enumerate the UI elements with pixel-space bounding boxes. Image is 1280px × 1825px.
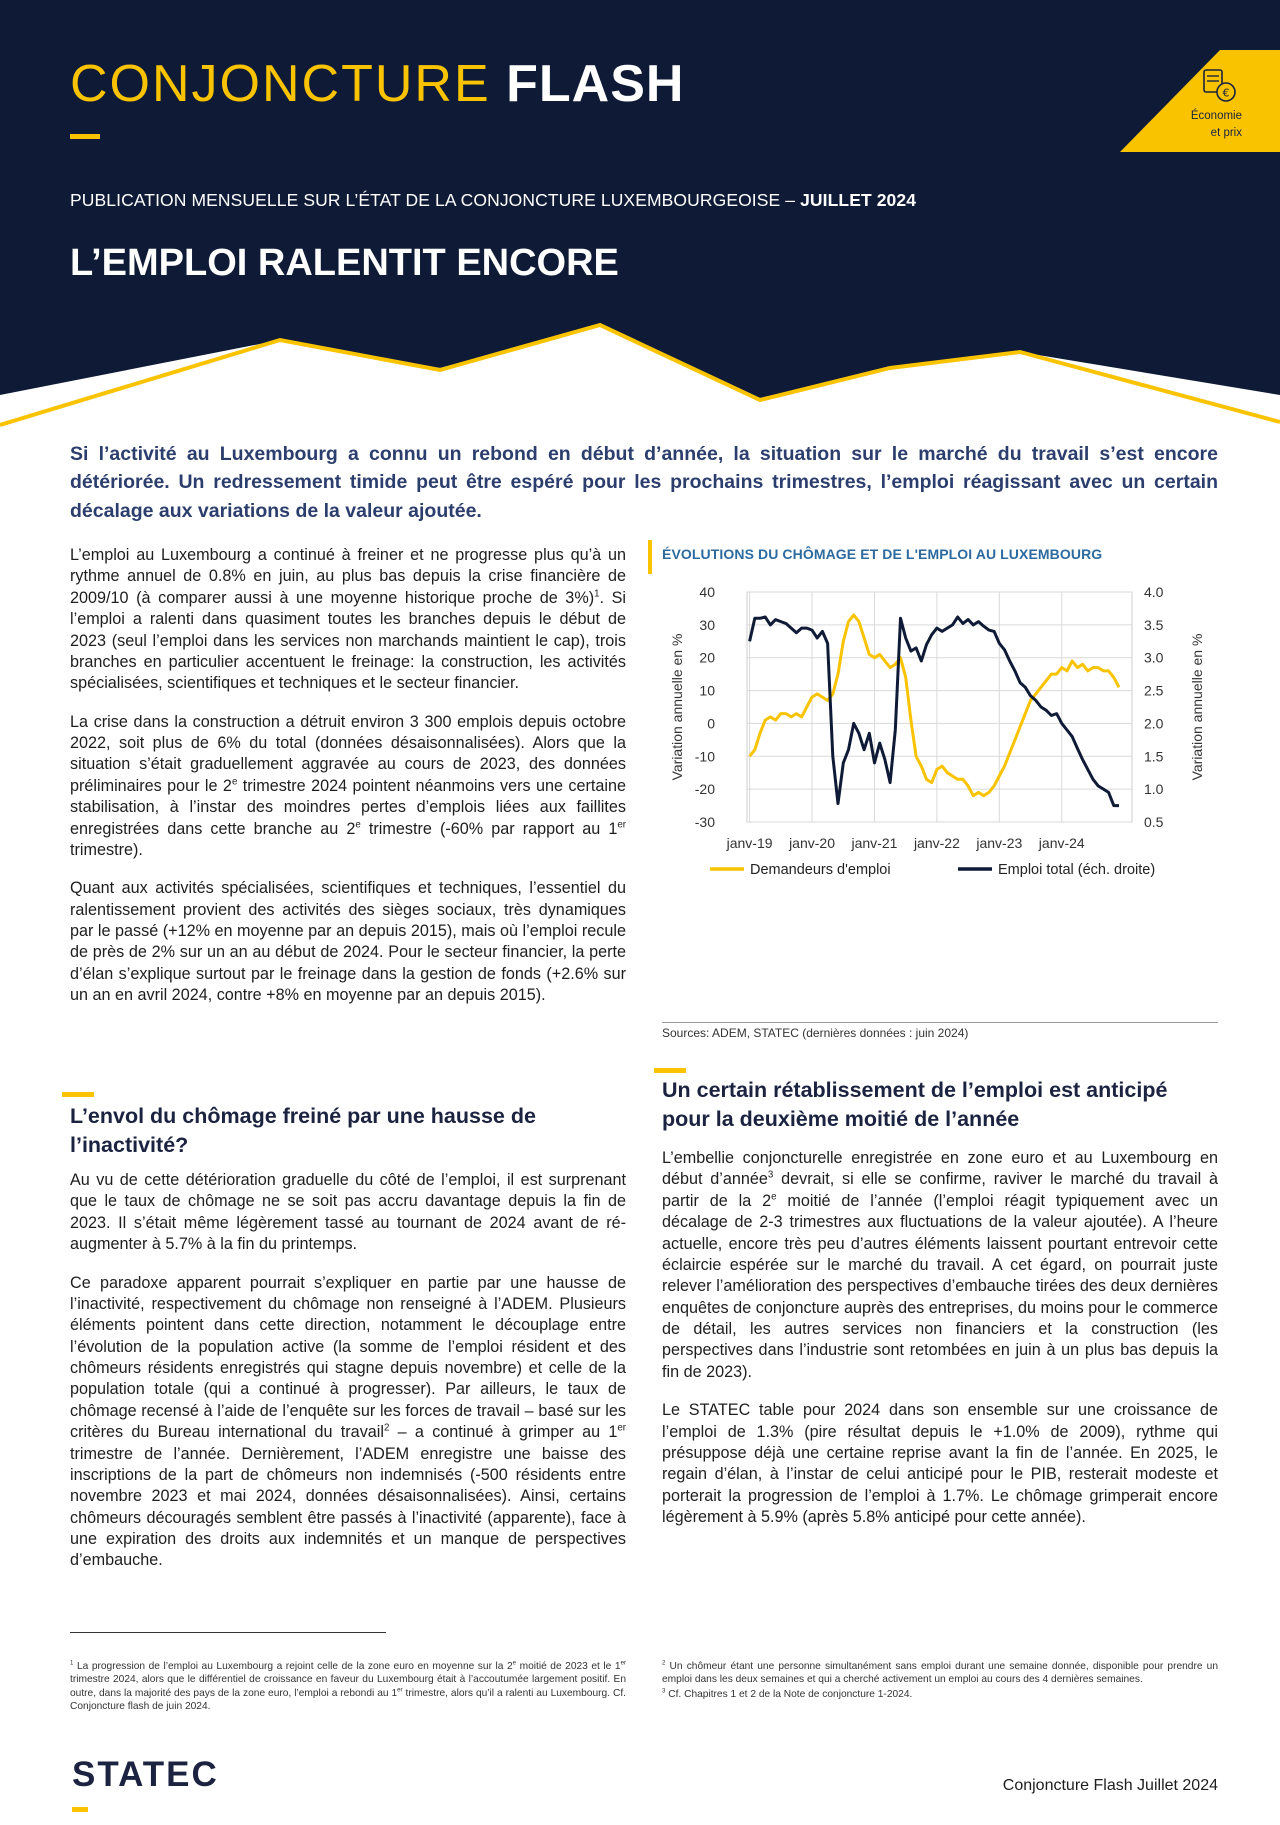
y-tick-right: 3.0 (1144, 649, 1164, 666)
footnote-1: $^1$ La progression de l’emploi au Luxembourg a rejoint celle de la zone euro en moyenne sur la 2e moitié de 2023 et le 1er trimestre 2024, alors que le différentiel de croissance en faveur du Luxembourg était à l’accoutumée largement positif. En outre, dans la majorité des pays de la zone euro, l’emploi a rebondi au 1er trimestre, alors qu’il a ralenti au Luxembourg. Cf. Conjoncture flash de juin 2024. (70, 1659, 626, 1712)
footer-publication: Conjoncture Flash Juillet 2024 (1002, 1777, 1218, 1794)
paragraph: L’emploi au Luxembourg a continué à freiner et ne progresse plus qu’à un rythme annuel de 0.8% en juin, au plus bas depuis la crise financière de 2009/10 (à comparer aussi à une moyenne historique proche de 3%)$^1$. Si l’emploi a ralenti dans quasiment toutes les branches depuis le début de 2023 (seul l’emploi dans les services non marchands maintient le cap), trois branches en particulier accentuent le freinage: la construction, les activités spécialisées, scientifiques et techniques et le secteur financier. (70, 546, 627, 693)
footnote-2: $^2$ Un chômeur étant une personne simultanément sans emploi durant une semaine donnée, disponible pour prendre un emploi dans les deux semaines et qui a cherché activement un emploi au cours des 4 dernières semaines. (662, 1659, 1218, 1686)
brand-title (70, 55, 685, 113)
left-column-section (70, 1170, 626, 1589)
paragraph: Ce paradoxe apparent pourrait s’expliquer en partie par une hausse de l’inactivité, respectivement du chômage non renseigné à l’ADEM. Plusieurs éléments pointent dans cette direction, notamment le découplage entre l’évolution de la population active (la somme de l’emploi résident et des chômeurs résidents enregistrés qui stagne depuis novembre) et celle de la population totale (qui a continué à progresser). Par ailleurs, le taux de chômage recensé à l’aide de l’enquête sur les forces de travail – basé sur les critères du Bureau international du travail$^2$ – a continué à grimper au 1er trimestre de l’année. Dernièrement, l’ADEM enregistre une baisse des inscriptions de la part de chômeurs non indemnisés (-500 résidents entre novembre 2023 et mai 2024, données désaisonnalisées). Ainsi, certains chômeurs découragés semblent être passés à l’inactivité (apparente), face à une expiration des droits aux indemnités et un manque de perspectives d’embauche. (70, 1273, 626, 1570)
publication-date: JUILLET 2024 (800, 190, 917, 210)
y-axis-label-left: Variation annuelle en % (669, 633, 685, 781)
paragraph: La crise dans la construction a détruit environ 3 300 emplois depuis octobre 2022, soit plus de 6% du total (données désaisonnalisées). Alors que la situation s’était graduellement aggravée au cours de 2023, des données préliminaires pour le 2e trimestre 2024 pointent néanmoins vers une certaine stabilisation, à l’instar des moindres pertes d’emplois liées aux faillites enregistrées dans cette branche au 2e trimestre (-60% par rapport au 1er trimestre). (70, 712, 626, 859)
y-tick-right: 1.5 (1144, 748, 1164, 765)
logo-underline (72, 1807, 88, 1812)
y-tick-right: 3.5 (1144, 616, 1164, 633)
y-tick-left: 20 (699, 649, 715, 666)
y-tick-left: 40 (699, 584, 715, 600)
y-tick-right: 2.5 (1144, 682, 1164, 699)
y-tick-left: 0 (707, 715, 715, 732)
right-column-section (662, 1148, 1218, 1545)
heading-accent (62, 1092, 94, 1097)
category-label: Économie et prix (1190, 110, 1242, 139)
y-tick-right: 1.0 (1144, 781, 1164, 798)
chart-accent (648, 540, 652, 574)
paragraph: L’embellie conjoncturelle enregistrée en zone euro et au Luxembourg en début d’année$^3$ devrait, si elle se confirme, raviver le marché du travail à partir de la 2e moitié de l’année (l’emploi réagit typiquement avec un décalage de 2-3 trimestres aux fluctuations de la valeur ajoutée). A l’heure actuelle, encore très peu d’autres éléments laissent pourtant entrevoir cette éclaircie espérée sur le marché du travail. A cet égard, on pourrait juste relever l’amélioration des perspectives d’embauche tirées des deux dernières enquêtes de conjoncture auprès des entreprises, du moins pour le commerce de détail, les autres services non financiers et la construction (les perspectives dans l’industrie sont retombées en juin à un plus bas depuis la fin de 2023). (662, 1149, 1219, 1381)
x-tick-label: janv-21 (851, 835, 898, 851)
series-line-demandeurs (750, 615, 1119, 796)
y-tick-left: -20 (694, 781, 715, 798)
section-heading-right: Un certain rétablissement de l’emploi est anticipé pour la deuxième moitié de l’année (662, 1078, 1168, 1132)
paragraph: Au vu de cette détérioration graduelle du côté de l’emploi, il est surprenant que le taux de chômage ne se soit pas accru davantage depuis la fin de 2023. Il s’était même légèrement tassé au tournant de 2024 avant de ré-augmenter à 5.7% à la fin du printemps. (70, 1171, 626, 1254)
y-tick-right: 2.0 (1144, 715, 1164, 732)
legend-label: Demandeurs d'emploi (750, 862, 891, 878)
x-tick-label: janv-23 (976, 835, 1023, 851)
y-tick-left: -10 (694, 748, 715, 765)
footnote-divider (70, 1632, 386, 1633)
brand-part2: FLASH (506, 55, 685, 113)
paragraph: Le STATEC table pour 2024 dans son ensemble sur une croissance de l’emploi de 1.3% (pire résultat depuis le +1.0% de 2009), rythme qui présuppose déjà une certaine reprise avant la fin de l’année. En 2025, le regain d’élan, à l’instar de celui anticipé pour le PIB, resterait modeste et porterait la progression de l’emploi à 1.7%. Le chômage grimperait encore légèrement à 5.9% (après 5.8% anticipé pour cette année). (662, 1401, 1218, 1526)
statec-logo: STATEC (72, 1755, 219, 1794)
brand-underline (70, 134, 100, 139)
x-tick-label: janv-24 (1038, 835, 1085, 851)
y-tick-left: -30 (694, 814, 715, 830)
y-tick-right: 0.5 (1144, 814, 1164, 830)
x-tick-label: janv-19 (726, 835, 773, 851)
paragraph: Quant aux activités spécialisées, scientifiques et techniques, l’essentiel du ralentissement provient des activités des sièges sociaux, très dynamiques par le passé (+12% en moyenne par an depuis 2015), mais où l’emploi recule de près de 2% sur un an au début de 2024. Pour le secteur financier, la perte d’élan s’explique surtout par le freinage dans la gestion de fonds (+2.6% sur un an en avril 2024, contre +8% en moyenne par an depuis 2015). (70, 879, 626, 1005)
header-banner (0, 0, 1280, 430)
x-tick-label: janv-22 (913, 835, 960, 851)
coins-euro-icon (1200, 68, 1240, 106)
y-tick-left: 10 (699, 682, 715, 699)
page-title: L’EMPLOI RALENTIT ENCORE (70, 242, 619, 284)
lead-paragraph: Si l’activité au Luxembourg a connu un rebond en début d’année, la situation sur le marché du travail s’est encore détériorée. Un redressement timide peut être espéré pour les prochains trimestres, l’emploi réagissant avec un certain décalage aux variations de la valeur ajoutée. (70, 443, 1218, 522)
chart-title: ÉVOLUTIONS DU CHÔMAGE ET DE L'EMPLOI AU LUXEMBOURG (662, 546, 1103, 562)
footnotes-right (662, 1660, 1218, 1702)
chart-divider (662, 1022, 1218, 1023)
chart-source: Sources: ADEM, STATEC (dernières données : juin 2024) (662, 1026, 969, 1040)
x-tick-label: janv-20 (789, 835, 835, 851)
svg-text:€: € (1222, 86, 1230, 100)
y-axis-label-right: Variation annuelle en % (1189, 633, 1205, 781)
y-tick-right: 4.0 (1144, 584, 1164, 600)
publication-subtitle: PUBLICATION MENSUELLE SUR L’ÉTAT DE LA CONJONCTURE LUXEMBOURGEOISE – JUILLET 2024 (70, 190, 917, 210)
legend-label: Emploi total (éch. droite) (998, 862, 1156, 878)
chart-employment-unemployment (640, 572, 1205, 1017)
heading-accent (654, 1068, 686, 1073)
brand-part1: CONJONCTURE (70, 55, 491, 113)
footnote-3: $^3$ Cf. Chapitres 1 et 2 de la Note de conjoncture 1-2024. (662, 1687, 913, 1700)
section-heading-left: L’envol du chômage freiné par une hausse de l’inactivité? (70, 1104, 536, 1158)
y-tick-left: 30 (699, 616, 715, 633)
plot-frame (747, 592, 1132, 822)
left-column-intro (70, 545, 626, 1024)
